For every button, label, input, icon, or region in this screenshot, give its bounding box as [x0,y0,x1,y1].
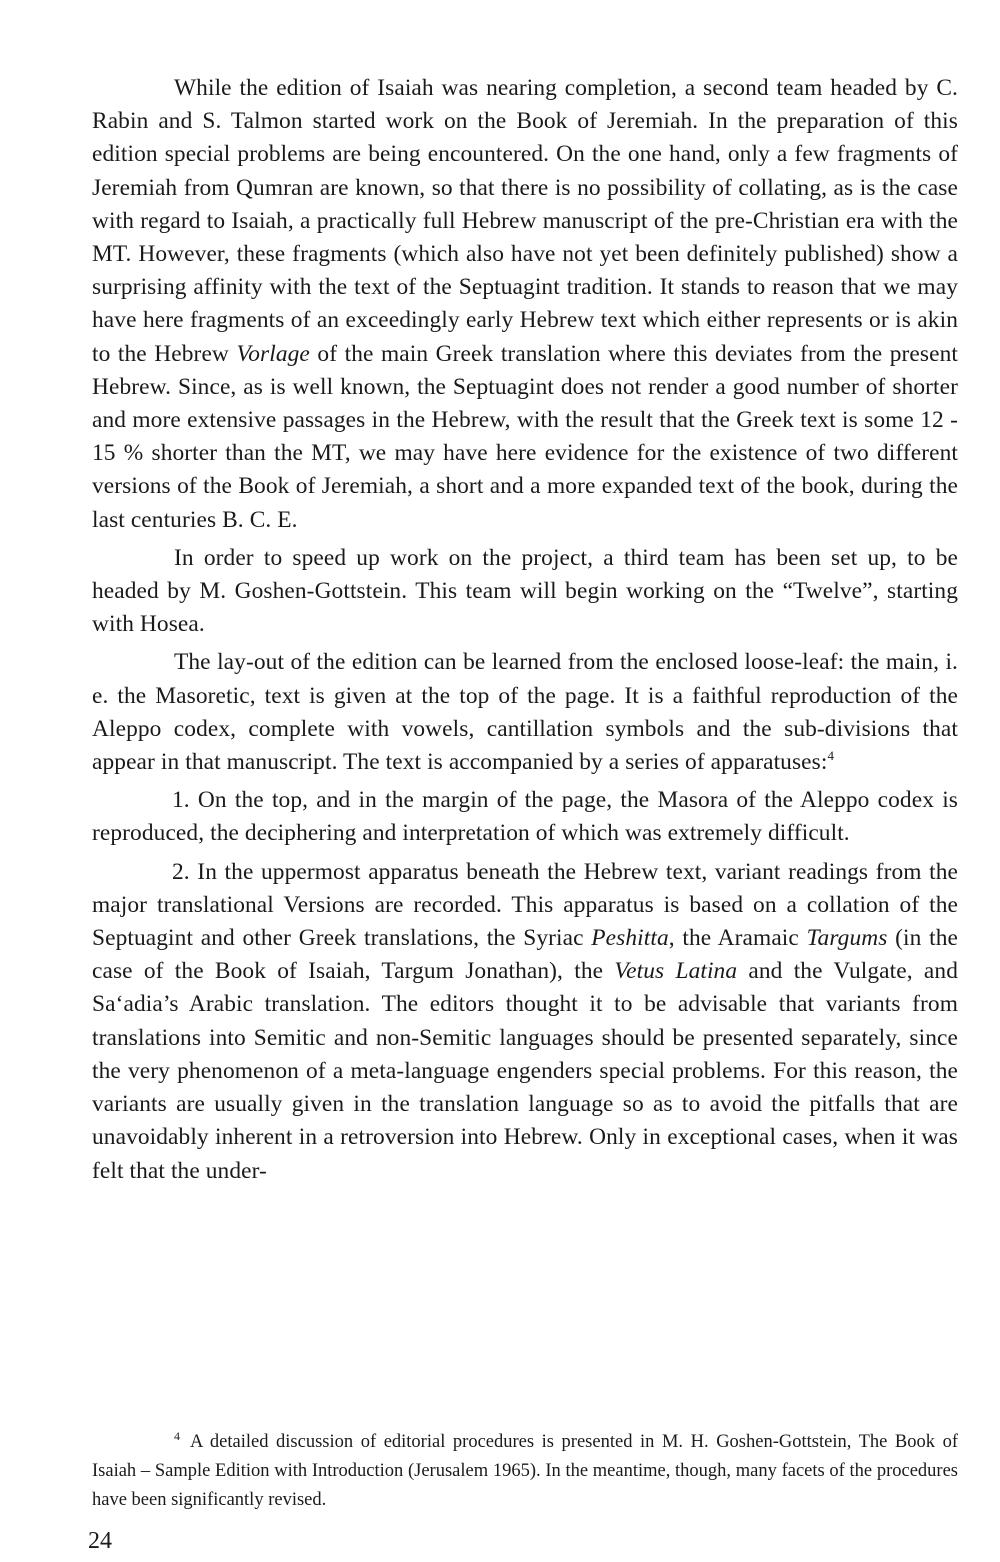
footnote-reference: 4 [827,748,835,764]
item-2-part4: and the Vulgate, and Sa‘adia’s Arabic translation. The editors thought it to be advisable that variants from translations into Semitic and non-Semitic languages should be presented separately, since the very phenomenon of a meta-language engenders special problems. For this reason, the variants are usually given in the translation language so as to avoid the pitfalls that are unavoidably inherent in a retroversion into Hebrew. Only in exceptional cases, when it was felt that the under- [92,958,958,1184]
italic-vorlage: Vorlage [236,340,310,367]
item-2-part1: 2. In the uppermost apparatus beneath the Hebrew text, variant readings from the major translational Versions are recorded. This apparatus is based on a collation of the Septuagint and other Greek translations, the Syriac [92,858,958,952]
paragraph-item-2 [92,856,958,1188]
paragraph-layout [92,646,958,779]
footnote [92,1428,958,1515]
page-number: 24 [88,1528,112,1554]
paragraph-jeremiah [92,72,958,537]
italic-vetus-latina: Vetus Latina [614,958,738,985]
paragraph-third-team: In order to speed up work on the project, a third team has been set up, to be headed by M. Goshen-Gottstein. This team will begin working on the “Twelve”, starting with Hosea. [92,544,958,638]
footnote-mark: 4 [174,1428,180,1443]
paragraph-item-1: 1. On the top, and in the margin of the page, the Masora of the Aleppo codex is reproduced, the deciphering and interpretation of which was extremely difficult. [92,787,958,847]
paragraph-jeremiah-part1: While the edition of Isaiah was nearing completion, a second team headed by C. Rabin and S. Talmon started work on the Book of Jeremiah. In the preparation of this edition special problems are being encountered. On the one hand, only a few fragments of Jeremiah from Qumran are known, so that there is no possibility of collating, as is the case with regard to Isaiah, a practically full Hebrew manuscript of the pre-Christian era with the MT. However, these fragments (which also have not yet been definitely published) show a surprising affinity with the text of the Septuagint tradition. It stands to reason that we may have here fragments of an exceedingly early Hebrew text which either represents or is akin to the Hebrew [92,75,958,367]
paragraph-layout-text: The lay-out of the edition can be learned from the enclosed loose-leaf: the main, i. e. the Masoretic, text is given at the top of the page. It is a faithful reproduction of the Aleppo codex, complete with vowels, cantillation symbols and the sub-divisions that appear in that manuscript. The text is accompanied by a series of apparatuses: [92,649,958,776]
body-text [92,72,958,1193]
item-2-part2: , the Aramaic [668,925,807,952]
footnote-text: A detailed discussion of editorial procedures is presented in M. H. Goshen-Gottstein, The Book of Isaiah – Sample Edition with Introduction (Jerusalem 1965). In the meantime, though, many facets of the procedures have been significantly revised. [92,1432,958,1510]
paragraph-jeremiah-part2: of the main Greek translation where this deviates from the present Hebrew. Since, as is well known, the Septuagint does not render a good number of shorter and more extensive passages in the Hebrew, with the result that the Greek text is some 12 - 15 % shorter than the MT, we may have here evidence for the existence of two different versions of the Book of Jeremiah, a short and a more expanded text of the book, during the last centuries B. C. E. [92,340,958,533]
italic-targums: Targums [806,925,888,952]
item-2-part3: (in the case of the Book of Isaiah, Targum Jonathan), the [92,925,958,985]
italic-peshitta: Peshitta [591,925,669,952]
